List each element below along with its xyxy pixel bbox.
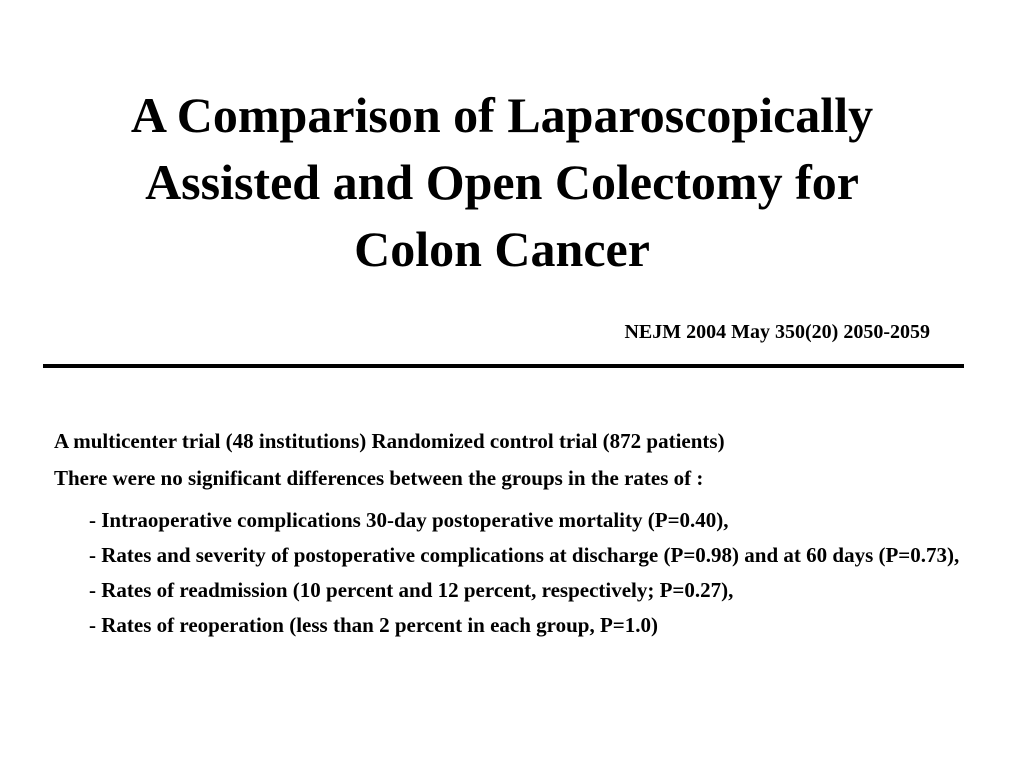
list-item: - Intraoperative complications 30-day postoperative mortality (P=0.40), (89, 508, 729, 532)
list-item: - Rates of reoperation (less than 2 percent in each group, P=1.0) (89, 613, 658, 637)
slide-body (54, 428, 994, 648)
body-paragraph: A multicenter trial (48 institutions) Randomized control trial (872 patients) (54, 429, 725, 453)
title-line: Assisted and Open Colectomy for (145, 154, 859, 210)
title-line: A Comparison of Laparoscopically (130, 87, 874, 143)
results-list (54, 508, 994, 637)
title-line: Colon Cancer (354, 221, 650, 277)
list-item: - Rates of readmission (10 percent and 12 percent, respectively; P=0.27), (89, 578, 734, 602)
horizontal-divider (43, 364, 964, 368)
list-item: - Rates and severity of postoperative complications at discharge (P=0.98) and at 60 days (P=0.73), (89, 543, 960, 567)
body-paragraph: There were no significant differences between the groups in the rates of : (54, 466, 704, 490)
citation: NEJM 2004 May 350(20) 2050-2059 (624, 321, 930, 343)
slide-title (40, 82, 964, 283)
